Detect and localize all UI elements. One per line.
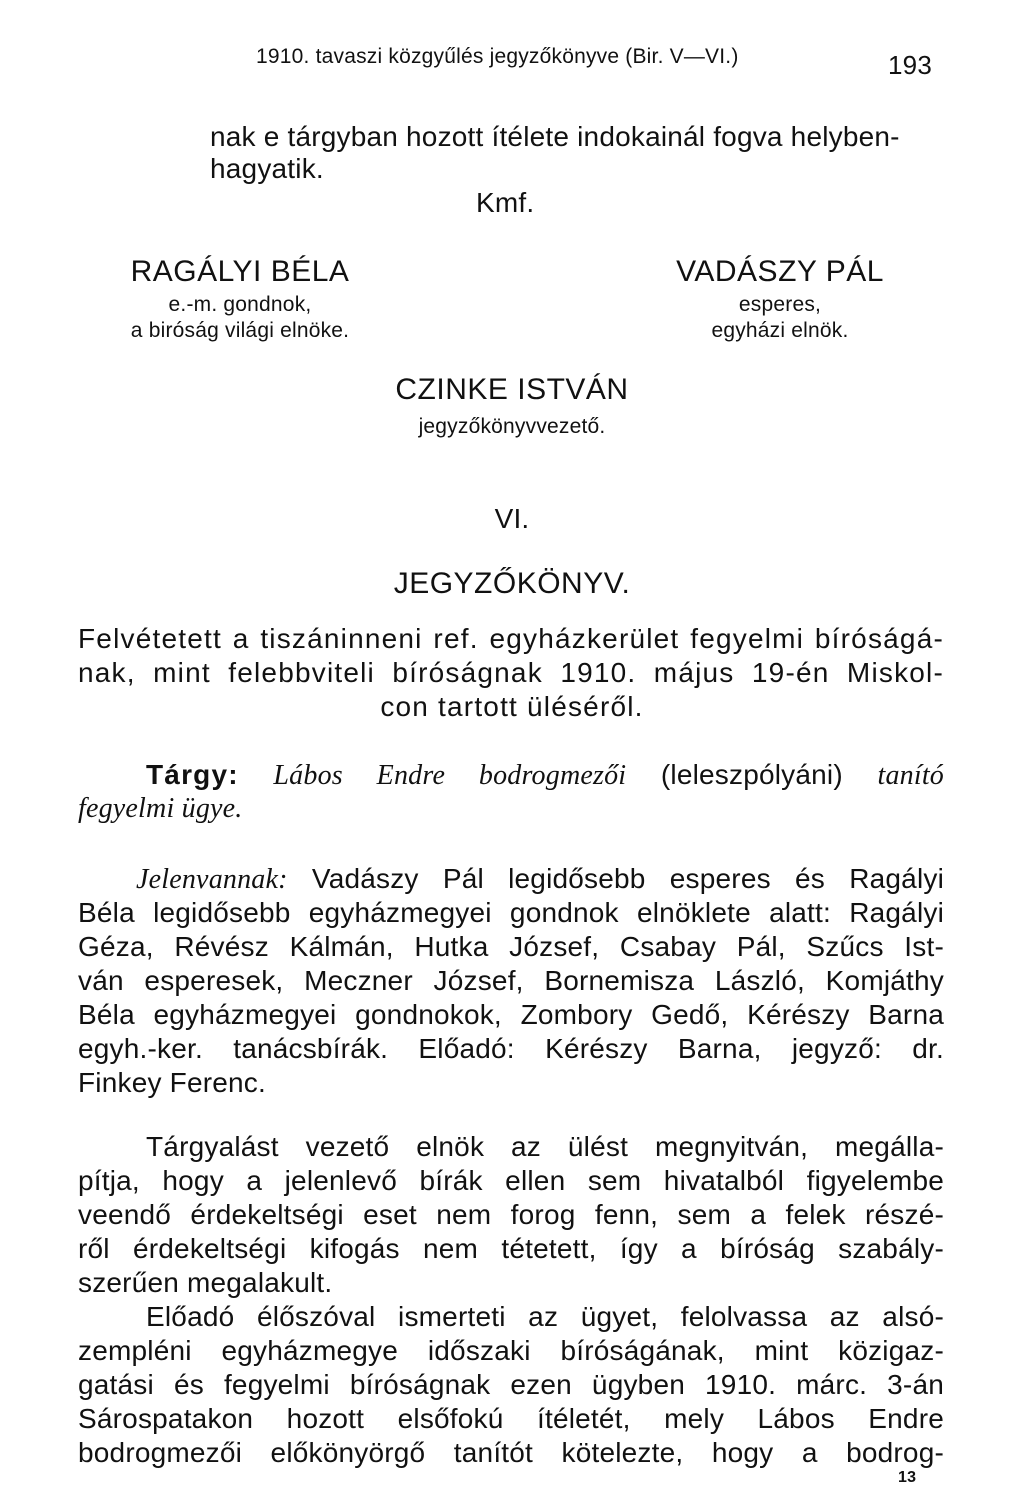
prev-text-line-1: nak e tárgyban hozott ítélete indokainál fogva helyben-	[210, 121, 900, 152]
subject-line	[146, 758, 944, 793]
intro-line-2: nak, mint felebbviteli bíróságnak 1910. május 19-én Miskol-	[78, 657, 944, 688]
subject-line-2: fegyelmi ügye.	[78, 793, 243, 824]
para2-line-4: Sárospatakon hozott elsőfokú ítéletét, mely Lábos Endre	[78, 1403, 944, 1434]
para2-line-3: gatási és fegyelmi bíróságnak ezen ügyben 1910. márc. 3-án	[78, 1369, 944, 1400]
prev-text-line-2: hagyatik.	[210, 153, 324, 184]
signature-right-name: VADÁSZY PÁL	[676, 255, 884, 288]
subject-person: Lábos Endre bodrogmezői	[273, 760, 627, 791]
subject-place: (leleszpólyáni)	[660, 759, 843, 790]
running-title: 1910. tavaszi közgyűlés jegyzőkönyve (Bir. V—VI.)	[256, 45, 739, 68]
page-number: 193	[888, 50, 932, 80]
present-line-5: Béla egyházmegyei gondnokok, Zombory Gedő, Kérészy Barna	[78, 999, 944, 1030]
para1-line-2: pítja, hogy a jelenlevő bírák ellen sem hivatalból figyelembe	[78, 1165, 944, 1196]
present-line-7: Finkey Ferenc.	[78, 1067, 266, 1098]
para2-line-1: Előadó élőszóval ismerteti az ügyet, felolvassa az alsó-	[146, 1301, 944, 1332]
para1-line-5: szerűen megalakult.	[78, 1267, 333, 1298]
para2-line-5: bodrogmezői előkönyörgő tanítót kötelezte, hogy a bodrog-	[78, 1437, 944, 1468]
signature-left-role-2: a biróság világi elnöke.	[130, 319, 350, 342]
present-line-1-text: Vadászy Pál legidősebb esperes és Ragályi	[311, 863, 944, 894]
printer-signature-mark: 13	[898, 1469, 917, 1486]
para2-line-2: zempléni egyházmegye időszaki bíróságának, mint közigaz-	[78, 1335, 944, 1366]
section-number: VI.	[494, 503, 530, 534]
signature-left-name: RAGÁLYI BÉLA	[130, 255, 350, 288]
subject-role: tanító	[877, 760, 945, 791]
present-line-4: ván esperesek, Meczner József, Bornemisza László, Komjáthy	[78, 965, 944, 996]
signature-right-role-1: esperes,	[738, 293, 822, 316]
signature-left-role-1: e.-m. gondnok,	[168, 293, 312, 316]
present-line-2: Béla legidősebb egyházmegyei gondnok elnöklete alatt: Ragályi	[78, 897, 944, 928]
present-label: Jelenvannak:	[136, 864, 288, 895]
para1-line-1: Tárgyalást vezető elnök az ülést megnyitván, megálla-	[146, 1131, 944, 1162]
intro-line-3: con tartott üléséről.	[380, 691, 644, 722]
present-line-1	[136, 862, 944, 897]
intro-line-1: Felvétetett a tiszáninneni ref. egyházkerület fegyelmi bíróságá-	[78, 623, 944, 654]
para1-line-4: ről érdekeltségi kifogás nem tétetett, így a bíróság szabály-	[78, 1233, 944, 1264]
subject-label: Tárgy:	[146, 759, 239, 790]
present-line-3: Géza, Révész Kálmán, Hutka József, Csabay Pál, Szűcs Ist-	[78, 931, 944, 962]
kmf-mark: Kmf.	[476, 187, 535, 218]
signature-center-name: CZINKE ISTVÁN	[395, 373, 629, 406]
section-title: JEGYZŐKÖNYV.	[393, 567, 631, 600]
present-line-6: egyh.-ker. tanácsbírák. Előadó: Kérészy Barna, jegyző: dr.	[78, 1033, 944, 1064]
signature-right-role-2: egyházi elnök.	[711, 319, 849, 342]
signature-center-role: jegyzőkönyvvezető.	[418, 415, 606, 438]
para1-line-3: veendő érdekeltségi eset nem forog fenn, sem a felek részé-	[78, 1199, 944, 1230]
